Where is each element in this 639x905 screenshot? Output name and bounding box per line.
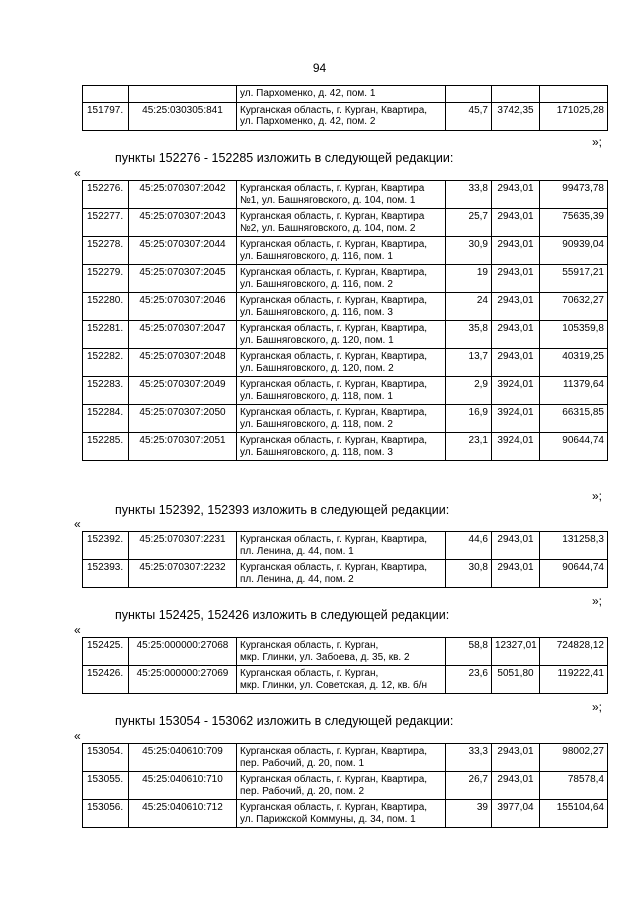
table-row <box>83 744 608 772</box>
table-row <box>83 102 608 130</box>
area-cell <box>446 86 492 103</box>
table-row <box>83 321 608 349</box>
address-line: Курганская область, г. Курган, Квартира, <box>240 407 428 418</box>
address-cell <box>237 433 446 461</box>
address-line: ул. Пархоменко, д. 42, пом. 1 <box>240 88 376 99</box>
table-row <box>83 532 608 560</box>
area-cell: 44,6 <box>446 532 492 560</box>
cadastral-number-cell: 45:25:070307:2042 <box>129 181 237 209</box>
address-line: Курганская область, г. Курган, Квартира, <box>240 267 428 278</box>
table-row <box>83 405 608 433</box>
address-cell <box>237 86 446 103</box>
address-line: Курганская область, г. Курган, Квартира, <box>240 295 428 306</box>
area-cell: 45,7 <box>446 102 492 130</box>
table-row <box>83 433 608 461</box>
address-line: мкр. Глинки, ул. Советская, д. 12, кв. б/н <box>240 679 428 691</box>
row-number-cell: 152393. <box>83 560 129 588</box>
row-number-cell: 152280. <box>83 293 129 321</box>
address-line: ул. Башняговского, д. 118, пом. 2 <box>240 418 393 430</box>
address-line: Курганская область, г. Курган, Квартира, <box>240 534 428 545</box>
registry-table-continuation <box>82 85 608 131</box>
area-cell: 33,3 <box>446 744 492 772</box>
row-number-cell: 152276. <box>83 181 129 209</box>
table-row <box>83 666 608 694</box>
address-line: ул. Башняговского, д. 120, пом. 2 <box>240 362 394 374</box>
address-line: Курганская область, г. Курган, Квартира, <box>240 104 428 116</box>
row-number-cell: 153054. <box>83 744 129 772</box>
area-cell: 35,8 <box>446 321 492 349</box>
table-row <box>83 638 608 666</box>
address-cell <box>237 800 446 828</box>
address-cell <box>237 265 446 293</box>
rate-cell: 2943,01 <box>492 265 540 293</box>
cadastral-number-cell: 45:25:070307:2048 <box>129 349 237 377</box>
area-cell: 2,9 <box>446 377 492 405</box>
registry-table-153054 <box>82 743 608 828</box>
row-number-cell: 152282. <box>83 349 129 377</box>
cadastral-number-cell: 45:25:070307:2044 <box>129 237 237 265</box>
cadastral-number-cell: 45:25:040610:712 <box>129 800 237 828</box>
cadastral-value-cell: 171025,28 <box>540 102 608 130</box>
area-cell: 16,9 <box>446 405 492 433</box>
cadastral-value-cell: 40319,25 <box>540 349 608 377</box>
cadastral-number-cell: 45:25:030305:841 <box>129 102 237 130</box>
address-cell <box>237 666 446 694</box>
rate-cell: 2943,01 <box>492 772 540 800</box>
area-cell: 33,8 <box>446 181 492 209</box>
area-cell: 25,7 <box>446 209 492 237</box>
row-number-cell: 152278. <box>83 237 129 265</box>
amendment-intro-153054: пункты 153054 - 153062 изложить в следующей редакции: <box>115 714 454 728</box>
address-line: Курганская область, г. Курган, <box>240 640 379 651</box>
row-number-cell: 152277. <box>83 209 129 237</box>
cadastral-number-cell: 45:25:000000:27068 <box>129 638 237 666</box>
address-line: Курганская область, г. Курган, Квартира <box>240 211 425 222</box>
address-line: ул. Башняговского, д. 118, пом. 3 <box>240 446 393 458</box>
cadastral-number-cell: 45:25:000000:27069 <box>129 666 237 694</box>
area-cell: 39 <box>446 800 492 828</box>
cadastral-value-cell: 90644,74 <box>540 560 608 588</box>
rate-cell: 2943,01 <box>492 237 540 265</box>
address-line: мкр. Глинки, ул. Забоева, д. 35, кв. 2 <box>240 651 410 663</box>
address-line: Курганская область, г. Курган, Квартира, <box>240 774 428 785</box>
closing-quote-mark: »; <box>592 594 603 608</box>
cadastral-number-cell: 45:25:070307:2049 <box>129 377 237 405</box>
address-line: ул. Башняговского, д. 116, пом. 2 <box>240 278 393 290</box>
address-line: пер. Рабочий, д. 20, пом. 2 <box>240 785 365 797</box>
cadastral-value-cell: 90644,74 <box>540 433 608 461</box>
cadastral-value-cell <box>540 86 608 103</box>
address-line: Курганская область, г. Курган, <box>240 668 379 679</box>
cadastral-value-cell: 98002,27 <box>540 744 608 772</box>
table-row <box>83 265 608 293</box>
address-line: пл. Ленина, д. 44, пом. 2 <box>240 573 354 585</box>
cadastral-value-cell: 75635,39 <box>540 209 608 237</box>
area-cell: 13,7 <box>446 349 492 377</box>
registry-table-152392 <box>82 531 608 588</box>
amendment-intro-152276: пункты 152276 - 152285 изложить в следующей редакции: <box>115 151 454 165</box>
cadastral-number-cell: 45:25:070307:2231 <box>129 532 237 560</box>
rate-cell: 12327,01 <box>492 638 540 666</box>
address-line: Курганская область, г. Курган, Квартира, <box>240 379 428 390</box>
closing-quote-mark: »; <box>592 700 603 714</box>
rate-cell: 3977,04 <box>492 800 540 828</box>
cadastral-value-cell: 55917,21 <box>540 265 608 293</box>
address-line: пер. Рабочий, д. 20, пом. 1 <box>240 757 365 769</box>
cadastral-number-cell <box>129 86 237 103</box>
rate-cell: 3924,01 <box>492 433 540 461</box>
row-number-cell: 152426. <box>83 666 129 694</box>
cadastral-value-cell: 105359,8 <box>540 321 608 349</box>
registry-table-152425 <box>82 637 608 694</box>
row-number-cell: 151797. <box>83 102 129 130</box>
area-cell: 30,9 <box>446 237 492 265</box>
address-cell <box>237 321 446 349</box>
address-line: ул. Башняговского, д. 118, пом. 1 <box>240 390 393 402</box>
opening-quote-mark: « <box>74 623 81 637</box>
opening-quote-mark: « <box>74 517 81 531</box>
cadastral-number-cell: 45:25:070307:2047 <box>129 321 237 349</box>
address-cell <box>237 405 446 433</box>
rate-cell: 3742,35 <box>492 102 540 130</box>
address-line: №2, ул. Башняговского, д. 104, пом. 2 <box>240 222 416 234</box>
cadastral-value-cell: 724828,12 <box>540 638 608 666</box>
rate-cell: 2943,01 <box>492 209 540 237</box>
address-line: №1, ул. Башняговского, д. 104, пом. 1 <box>240 194 416 206</box>
area-cell: 23,1 <box>446 433 492 461</box>
rate-cell: 2943,01 <box>492 293 540 321</box>
rate-cell: 3924,01 <box>492 377 540 405</box>
area-cell: 58,8 <box>446 638 492 666</box>
rate-cell <box>492 86 540 103</box>
row-number-cell: 152283. <box>83 377 129 405</box>
address-cell <box>237 349 446 377</box>
row-number-cell: 152284. <box>83 405 129 433</box>
cadastral-number-cell: 45:25:070307:2051 <box>129 433 237 461</box>
table-row <box>83 349 608 377</box>
address-cell <box>237 772 446 800</box>
address-cell <box>237 102 446 130</box>
cadastral-value-cell: 66315,85 <box>540 405 608 433</box>
cadastral-number-cell: 45:25:070307:2045 <box>129 265 237 293</box>
table-row <box>83 293 608 321</box>
amendment-intro-152392: пункты 152392, 152393 изложить в следующей редакции: <box>115 503 450 517</box>
address-cell <box>237 744 446 772</box>
registry-table-152276 <box>82 180 608 461</box>
row-number-cell: 152279. <box>83 265 129 293</box>
rate-cell: 2943,01 <box>492 560 540 588</box>
closing-quote-mark: »; <box>592 135 603 149</box>
closing-quote-mark: »; <box>592 489 603 503</box>
row-number-cell: 152281. <box>83 321 129 349</box>
address-line: ул. Башняговского, д. 116, пом. 3 <box>240 306 393 318</box>
row-number-cell: 152285. <box>83 433 129 461</box>
address-cell <box>237 209 446 237</box>
rate-cell: 2943,01 <box>492 532 540 560</box>
table-row <box>83 86 608 103</box>
address-line: ул. Парижской Коммуны, д. 34, пом. 1 <box>240 813 416 825</box>
page-number: 94 <box>312 61 327 75</box>
address-line: Курганская область, г. Курган, Квартира <box>240 183 425 194</box>
cadastral-number-cell: 45:25:070307:2050 <box>129 405 237 433</box>
table-row <box>83 560 608 588</box>
rate-cell: 2943,01 <box>492 181 540 209</box>
cadastral-value-cell: 90939,04 <box>540 237 608 265</box>
address-line: ул. Башняговского, д. 120, пом. 1 <box>240 334 394 346</box>
amendment-intro-152425: пункты 152425, 152426 изложить в следующей редакции: <box>115 608 450 622</box>
address-line: Курганская область, г. Курган, Квартира, <box>240 323 428 334</box>
area-cell: 23,6 <box>446 666 492 694</box>
cadastral-number-cell: 45:25:070307:2043 <box>129 209 237 237</box>
cadastral-value-cell: 119222,41 <box>540 666 608 694</box>
table-row <box>83 377 608 405</box>
area-cell: 30,8 <box>446 560 492 588</box>
address-line: пл. Ленина, д. 44, пом. 1 <box>240 545 354 557</box>
cadastral-value-cell: 131258,3 <box>540 532 608 560</box>
address-cell <box>237 293 446 321</box>
address-line: ул. Пархоменко, д. 42, пом. 2 <box>240 116 376 127</box>
opening-quote-mark: « <box>74 166 81 180</box>
table-row <box>83 800 608 828</box>
row-number-cell: 153056. <box>83 800 129 828</box>
address-cell <box>237 532 446 560</box>
opening-quote-mark: « <box>74 729 81 743</box>
address-line: Курганская область, г. Курган, Квартира, <box>240 802 428 813</box>
address-line: Курганская область, г. Курган, Квартира, <box>240 239 428 250</box>
area-cell: 26,7 <box>446 772 492 800</box>
cadastral-value-cell: 78578,4 <box>540 772 608 800</box>
address-cell <box>237 377 446 405</box>
cadastral-value-cell: 99473,78 <box>540 181 608 209</box>
area-cell: 19 <box>446 265 492 293</box>
cadastral-number-cell: 45:25:040610:710 <box>129 772 237 800</box>
address-line: Курганская область, г. Курган, Квартира, <box>240 562 428 573</box>
row-number-cell: 153055. <box>83 772 129 800</box>
table-row <box>83 237 608 265</box>
table-row <box>83 181 608 209</box>
address-line: Курганская область, г. Курган, Квартира, <box>240 351 428 362</box>
table-row <box>83 209 608 237</box>
cadastral-value-cell: 70632,27 <box>540 293 608 321</box>
address-cell <box>237 237 446 265</box>
cadastral-value-cell: 155104,64 <box>540 800 608 828</box>
address-line: Курганская область, г. Курган, Квартира, <box>240 746 428 757</box>
cadastral-number-cell: 45:25:070307:2046 <box>129 293 237 321</box>
address-cell <box>237 181 446 209</box>
address-line: Курганская область, г. Курган, Квартира, <box>240 435 428 446</box>
address-cell <box>237 560 446 588</box>
address-line: ул. Башняговского, д. 116, пом. 1 <box>240 250 393 262</box>
rate-cell: 2943,01 <box>492 744 540 772</box>
rate-cell: 3924,01 <box>492 405 540 433</box>
rate-cell: 2943,01 <box>492 321 540 349</box>
row-number-cell: 152425. <box>83 638 129 666</box>
rate-cell: 5051,80 <box>492 666 540 694</box>
area-cell: 24 <box>446 293 492 321</box>
row-number-cell <box>83 86 129 103</box>
table-row <box>83 772 608 800</box>
rate-cell: 2943,01 <box>492 349 540 377</box>
cadastral-number-cell: 45:25:070307:2232 <box>129 560 237 588</box>
row-number-cell: 152392. <box>83 532 129 560</box>
cadastral-number-cell: 45:25:040610:709 <box>129 744 237 772</box>
address-cell <box>237 638 446 666</box>
cadastral-value-cell: 11379,64 <box>540 377 608 405</box>
